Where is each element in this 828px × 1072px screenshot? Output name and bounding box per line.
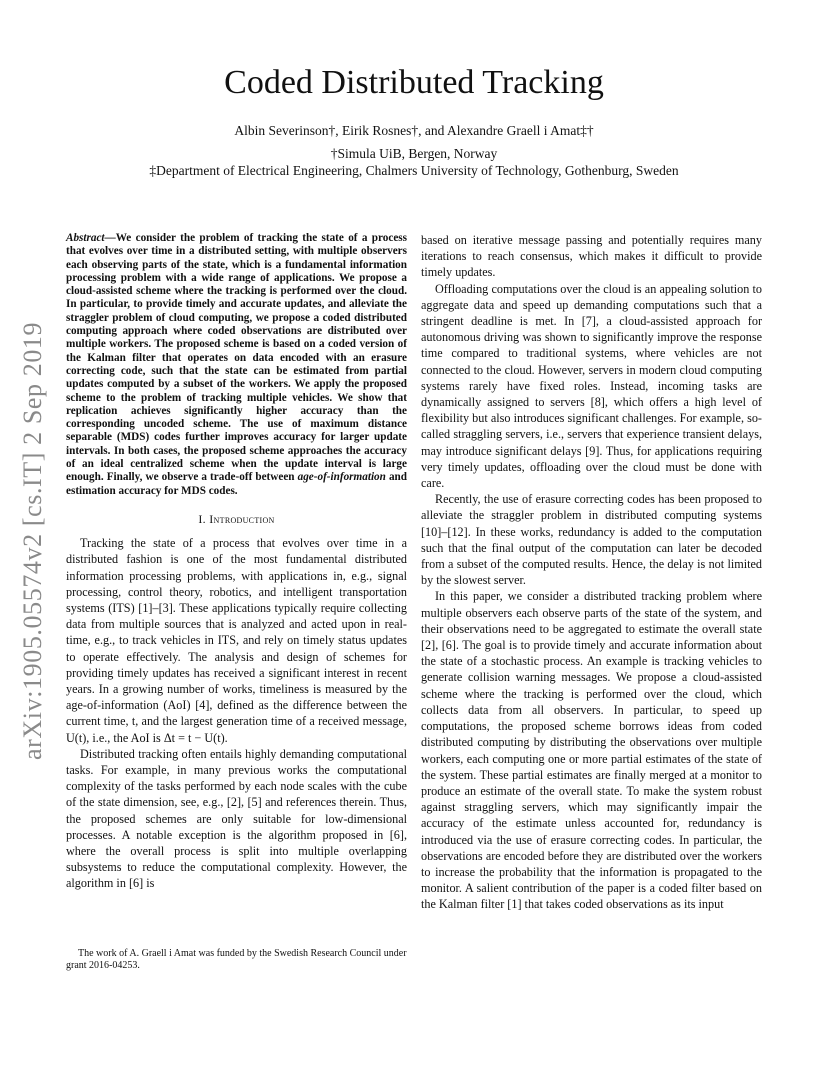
right-column: [421, 232, 762, 913]
abstract-lead: Abstract: [66, 232, 105, 244]
right-paragraph-offloading: Offloading computations over the cloud is an appealing solution to aggregate data and speed up demanding computations such that a stringent deadline is met. In [7], a cloud-assisted approach for autonomous driving was shown to significantly improve the response time compared to traditional systems, where vehicles are not connected to the cloud. However, servers in modern cloud computing systems rarely have fixed roles. Instead, incoming tasks are dynamically assigned to servers [8], which offers a high level of flexibility but also introduces significant challenges. For example, so-called straggling servers, i.e., servers that experience transient delays, may introduce significant delays [9]. Thus, for applications requiring very timely updates, offloading over the cloud must be done with care.: [421, 281, 762, 491]
left-column: [66, 232, 407, 892]
abstract: [66, 232, 407, 498]
paper-title: Coded Distributed Tracking: [224, 64, 604, 101]
affiliation-simula: †Simula UiB, Bergen, Norway: [330, 146, 498, 161]
intro-paragraph-1: Tracking the state of a process that evolves over time in a distributed fashion is one of the most fundamental distributed information processing problems, with applications in, e.g., signal processing, control theory, robotics, and intelligent transportation systems (ITS) [1]–[3]. These applications typically require collecting data from multiple sources that is analyzed and acted upon in real-time, e.g., to track vehicles in ITS, and rely on timely status updates to operate effectively. The analysis and design of schemes for providing timely updates has received a significant interest in recent years. In a growing number of works, timeliness is measured by the age-of-information (AoI) [4], defined as the difference between the current time, t, and the largest generation time of a received message, U(t), i.e., the AoI is Δt = t − U(t).: [66, 536, 407, 745]
arxiv-stamp: arXiv:1905.05574v2 [cs.IT] 2 Sep 2019: [18, 321, 47, 760]
intro-paragraph-2: Distributed tracking often entails highly demanding computational tasks. For example, in many previous works the computational complexity of the tasks performed by each node scales with the cube of the state dimension, see, e.g., [2], [5] and references therein. Thus, the proposed schemes are only suitable for low-dimensional processes. A notable exception is the algorithm proposed in [6], where the overall process is split into multiple overlapping subsystems to reduce the computational complexity. However, the algorithm in [6] is: [66, 746, 407, 891]
abstract-end: and estimation accuracy for MDS codes.: [66, 471, 407, 497]
funding-footnote: The work of A. Graell i Amat was funded by the Swedish Research Council under grant 2016-04253.: [66, 948, 407, 971]
abstract-emphasis: age-of-information: [297, 471, 386, 484]
right-paragraph-this-paper: In this paper, we consider a distributed tracking problem where multiple observers each observe parts of the state of the system, and their observations need to be aggregated to estimate the overall state [2], [6]. The goal is to provide timely and accurate information about the state of a stochastic process. An example is tracking vehicles to generate collision warning messages. We propose a cloud-assisted scheme where the tracking is performed over the cloud, which collects data from all observers. In particular, to speed up computations, the proposed scheme borrows ideas from coded distributed computing by distributing the observations over multiple workers, each computing one or more partial estimates of the state of the system. These partial estimates are finally merged at a monitor to produce an estimate of the overall state. To make the system robust against straggling servers, which may significantly impair the accuracy of the estimate unless accounted for, redundancy is introduced via the use of erasure correcting codes. In particular, the observations are encoded before they are distributed over the workers to increase the probability that the information is propagated to the monitor. A salient contribution of the paper is a coded filter based on the Kalman filter [1] that takes coded observations as its input: [421, 589, 762, 912]
right-paragraph-continuation: based on iterative message passing and potentially requires many iterations to reach consensus, which makes it difficult to provide timely updates.: [421, 233, 762, 280]
affiliation-chalmers: ‡Department of Electrical Engineering, Chalmers University of Technology, Gothenburg, Sweden: [149, 163, 679, 178]
abstract-body: —We consider the problem of tracking the state of a process that evolves over time in a distributed setting, with multiple observers each observing parts of the state, which is a fundamental information processing problem with a wide range of applications. We propose a cloud-assisted scheme where the tracking is performed over the cloud. In particular, to provide timely and accurate updates, and alleviate the straggler problem of cloud computing, we propose a coded distributed computing approach where coded observations are distributed over multiple workers. The proposed scheme is based on a coded version of the Kalman filter that operates on data encoded with an erasure correcting code, such that the state can be estimated from partial updates computed by a subset of the workers. We apply the proposed scheme to the problem of tracking multiple vehicles. We show that replication achieves significantly higher accuracy than the corresponding uncoded scheme. The use of maximum distance separable (MDS) codes further improves accuracy for larger update intervals. In both cases, the proposed scheme approaches the accuracy of an ideal centralized scheme when the update interval is large enough. Finally, we observe a trade-off between: [66, 232, 407, 484]
author-list: Albin Severinson†, Eirik Rosnes†, and Alexandre Graell i Amat‡†: [234, 123, 594, 138]
right-paragraph-erasure-codes: Recently, the use of erasure correcting codes has been proposed to alleviate the straggler problem in distributed computing systems [10]–[12]. In these works, redundancy is added to the computation such that the final output of the computation can later be decoded from a subset of the computed results. Hence, the delay is not limited by the slowest server.: [421, 492, 762, 588]
section-heading-introduction: I. Introduction: [198, 511, 275, 526]
